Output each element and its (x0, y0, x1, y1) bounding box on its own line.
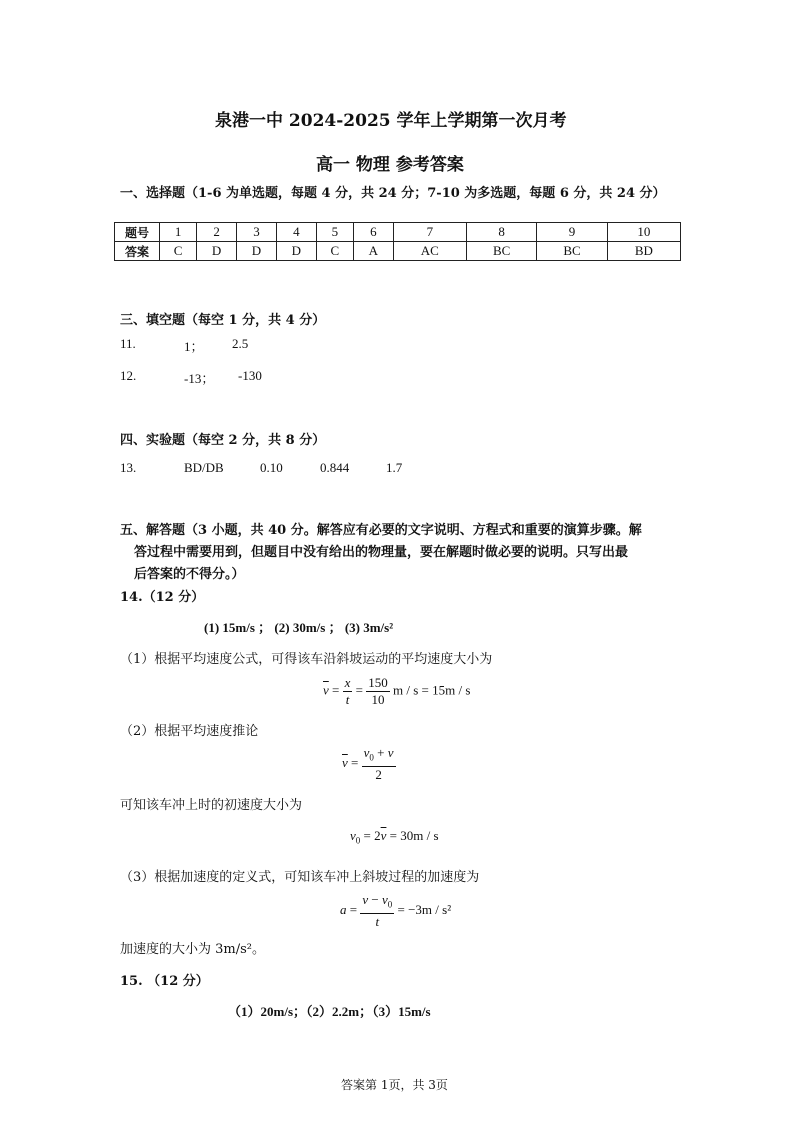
answer-cell: AC (393, 242, 466, 261)
equation-average-velocity: $\overline{v}$ = $\frac{x}{t}$ = $\frac{150}{10}$ m / s = 15m / s (323, 675, 471, 707)
q14-step2: （2）根据平均速度推论 (120, 724, 259, 739)
equation-initial-velocity: $v_0 = 2\overline{v} = 30m / s$ (350, 828, 439, 846)
section4-heading: 四、实验题（每空 2 分，共 8 分） (120, 433, 326, 448)
page-footer: 答案第 1页，共 3页 (341, 1078, 448, 1092)
eq1-numerator: 150 (368, 675, 388, 690)
q12-number: 12. (120, 368, 137, 383)
section3-heading: 三、填空题（每空 1 分，共 4 分） (120, 313, 326, 328)
q13-answer-3: 0.844 (320, 460, 350, 475)
question-number-cell: 6 (353, 223, 393, 242)
question-number-cell: 1 (160, 223, 197, 242)
answer-cell: C (160, 242, 197, 261)
table-row-answers (115, 242, 681, 261)
question-number-cell: 5 (316, 223, 353, 242)
answer-cell: C (316, 242, 353, 261)
question-number-cell: 9 (537, 223, 607, 242)
q15-summary: （1）20m/s；（2）2.2m；（3）15m/s (228, 1004, 431, 1019)
q11-answer-a: 1； (184, 339, 204, 354)
question-number-cell: 2 (197, 223, 237, 242)
equation-average-velocity-inference: $\overline{v}$ = $\frac{v_0 + v}{2}$ (342, 745, 394, 782)
q15-label: 15. （12 分） (120, 974, 209, 989)
question-number-cell: 10 (607, 223, 680, 242)
q14-label: 14.（12 分） (120, 590, 205, 605)
q13-number: 13. (120, 460, 137, 475)
answer-cell: D (276, 242, 316, 261)
section1-heading: 一、选择题（1-6 为单选题，每题 4 分，共 24 分；7-10 为多选题，每题 6 分，共 24 分） (120, 186, 666, 201)
answer-cell: D (237, 242, 277, 261)
eq1-denominator: 10 (371, 692, 385, 707)
row-label-question: 题号 (115, 223, 160, 242)
row-label-answer: 答案 (115, 242, 160, 261)
q13-answer-2: 0.10 (260, 460, 283, 475)
section5-heading-line3: 后答案的不得分。） (134, 567, 245, 582)
equation-acceleration: a = $\frac{v - v_0}{t}$ = −3m / s² (340, 892, 452, 929)
doc-subtitle: 高一 物理 参考答案 (316, 155, 464, 175)
table-row-questions (115, 223, 681, 242)
question-number-cell: 8 (466, 223, 536, 242)
q11-number: 11. (120, 336, 136, 351)
question-number-cell: 7 (393, 223, 466, 242)
q12-answer-b: -130 (238, 368, 262, 383)
section5-heading-line1: 五、解答题（3 小题，共 40 分。解答应有必要的文字说明、方程式和重要的演算步骤。解 (120, 523, 642, 538)
answer-cell: A (353, 242, 393, 261)
q14-conclusion: 加速度的大小为 3m/s²。 (120, 942, 265, 957)
answer-cell: BC (537, 242, 607, 261)
q14-step3: （3）根据加速度的定义式，可知该车冲上斜坡过程的加速度为 (120, 870, 480, 885)
doc-title: 泉港一中 2024-2025 学年上学期第一次月考 (215, 111, 567, 131)
answer-cell: BD (607, 242, 680, 261)
q14-step1: （1）根据平均速度公式，可得该车沿斜坡运动的平均速度大小为 (120, 652, 493, 667)
answer-table (114, 222, 681, 261)
question-number-cell: 4 (276, 223, 316, 242)
eq2-denominator: 2 (375, 766, 382, 782)
q11-answer-b: 2.5 (232, 336, 249, 351)
q14-summary: (1) 15m/s ； (2) 30m/s ； (3) 3m/s² (204, 620, 394, 635)
section5-heading-line2: 答过程中需要用到，但题目中没有给出的物理量，要在解题时做必要的说明。只写出最 (134, 545, 629, 560)
q14-step2b: 可知该车冲上时的初速度大小为 (120, 798, 303, 813)
eq3-result: = 30m / s (389, 828, 439, 843)
answer-cell: D (197, 242, 237, 261)
answer-cell: BC (466, 242, 536, 261)
eq4-result: = −3m / s² (397, 901, 452, 917)
question-number-cell: 3 (237, 223, 277, 242)
q13-answer-4: 1.7 (386, 460, 403, 475)
q13-answer-1: BD/DB (184, 460, 224, 475)
q12-answer-a: -13； (184, 371, 215, 386)
eq1-result: m / s = 15m / s (393, 682, 471, 698)
